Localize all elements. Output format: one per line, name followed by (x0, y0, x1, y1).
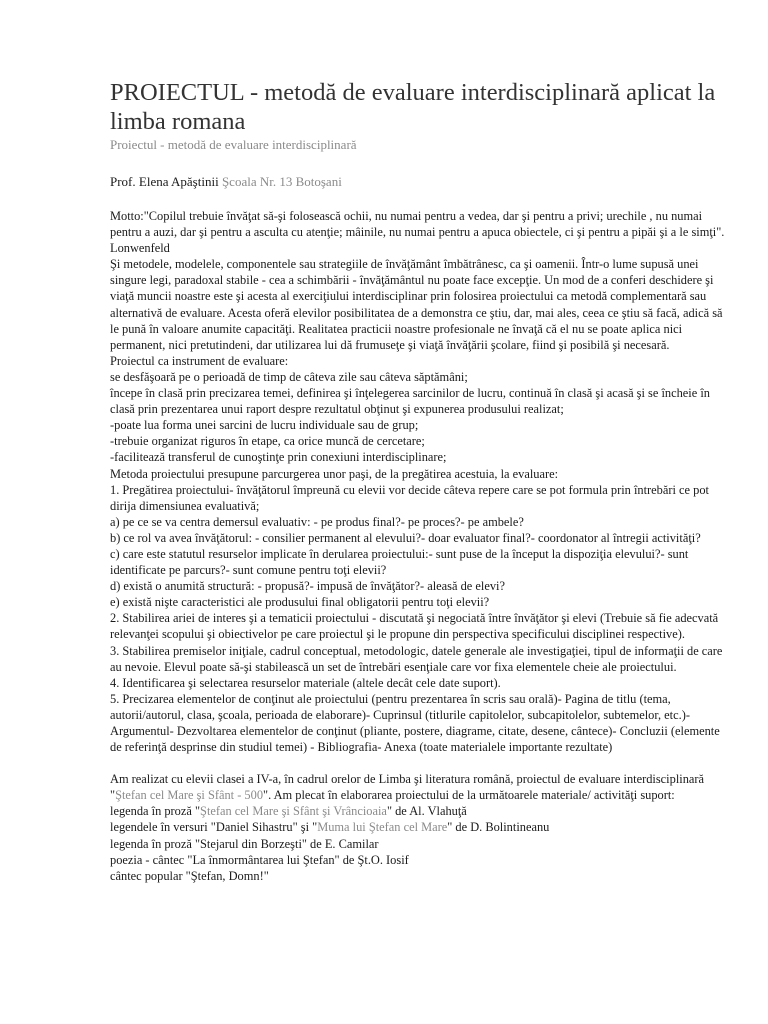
paragraph: -trebuie organizat riguros în etape, ca orice muncă de cercetare; (110, 434, 425, 449)
material-item (110, 819, 728, 835)
paragraph: Metoda proiectului presupune parcurgerea unor paşi, de la pregătirea acestuia, la evaluare: (110, 466, 559, 481)
text-run: Am realizat cu elevii clasei a IV-a, în cadrul orelor de Limba şi literatura română, proiectul de evaluare interdisciplinară " (110, 772, 705, 803)
material-item (110, 803, 728, 819)
paragraph: începe în clasă prin precizarea temei, definirea şi înţelegerea sarcinilor de lucru, continuă în clasă şi acasă şi se încheie în clasă prin prezentarea unui raport despre rezultatul obţinut şi expunerea produsului realizat; (110, 386, 710, 417)
paragraph: 3. Stabilirea premiselor iniţiale, cadrul conceptual, metodologic, datele generale ale investigaţiei, tipul de informaţii de care au nevoie. Elevul poate să-şi stabilească un set de întrebări esenţiale care vor fixa elementele cheie ale proiectului. (110, 643, 723, 674)
paragraph: 1. Pregătirea proiectului- învăţătorul împreună cu elevii vor decide câteva repere care se pot formula prin întrebări ce pot dirija dimensiunea evaluativă; (110, 482, 709, 513)
legend-link-vrancioaia[interactable]: Ştefan cel Mare şi Sfânt şi Vrâncioaia (200, 804, 387, 819)
paragraph: 2. Stabilirea ariei de interes şi a tematicii proiectului - discutată şi negociată între învăţător şi elevi (Trebuie să fie adecvată relevanţei scopului şi obiectivelor pe care proiectul şi le propune din perspectiva specificului disciplinei respective). (110, 611, 719, 642)
paragraph: a) pe ce se va centra demersul evaluativ: - pe produs final?- pe proces?- pe ambele? (110, 514, 524, 529)
page-subtitle: Proiectul - metodă de evaluare interdisciplinară (110, 137, 357, 152)
material-item: poezia - cântec "La înmormântarea lui Ştefan" de Şt.O. Iosif (110, 852, 409, 867)
article-body (110, 208, 728, 884)
closing-paragraph (110, 771, 728, 803)
paragraph: e) există nişte caracteristici ale produsului final obligatorii pentru toţi elevii? (110, 595, 490, 610)
paragraph: c) care este statutul resurselor implicate în derularea proiectului:- sunt puse de la început la dispoziţia elevului?- sunt identificate pe parcurs?- sunt comune pentru toţi elevii? (110, 546, 689, 578)
material-item: legenda în proză "Stejarul din Borzeşti" de E. Camilar (110, 836, 379, 851)
text-run: ". Am plecat în elaborarea proiectului de la următoarele materiale/ activităţi suport: (263, 788, 675, 803)
paragraph: Motto:"Copilul trebuie învăţat să-şi folosească ochii, nu numai pentru a vedea, dar şi pentru a privi; urechile , nu numai pentru a auzi, dar şi pentru a asculta cu atenţie; mâinile, nu numai pentru a apuca obiectele, ci şi pentru a pipăi şi a le simţi". Lonwenfeld (110, 209, 725, 256)
page-title: PROIECTUL - metodă de evaluare interdisciplinară aplicat la limba romana (110, 79, 716, 135)
paragraph: -poate lua forma unei sarcini de lucru individuale sau de grup; (110, 418, 419, 433)
material-item: cântec popular "Ştefan, Domn!" (110, 868, 269, 883)
author-name: Prof. Elena Apăştinii (110, 174, 222, 189)
project-title-link[interactable]: Ştefan cel Mare şi Sfânt - 500 (115, 788, 264, 803)
paragraph: Proiectul ca instrument de evaluare: (110, 353, 289, 368)
text-run: " de Al. Vlahuţă (386, 804, 467, 819)
paragraph: se desfăşoară pe o perioadă de timp de câteva zile sau câteva săptămâni; (110, 369, 468, 384)
paragraph: b) ce rol va avea învăţătorul: - consilier permanent al elevului?- doar evaluator final?- coordonator al întregii activităţi? (110, 530, 701, 545)
paragraph-gap (110, 755, 728, 771)
paragraph: d) există o anumită structură: - propusă?- impusă de învăţător?- aleasă de elevi? (110, 579, 505, 594)
paragraph: -facilitează transferul de cunoştinţe prin conexiuni interdisciplinare; (110, 450, 447, 465)
text-run: legendele în versuri "Daniel Sihastru" şi " (110, 820, 318, 835)
author-line (110, 174, 728, 190)
paragraph: Şi metodele, modelele, componentele sau strategiile de învăţământ îmbătrânesc, ca şi oamenii. Într-o lume supusă unei singure legi, paradoxal stabile - cea a schimbării - învăţământul nu poate face excepţie. Un mod de a conferi deschidere şi viaţă muncii noastre este şi acesta al exerciţiului interdisciplinar prin folosirea proiectului ca metodă complementară sau alternativă de evaluare. Acesta oferă elevilor posibilitatea de a demonstra ce ştiu, dar, mai ales, ceea ce ştiu să facă, adică să le pună în valoare anumite capacităţi. Realitatea practicii noastre profesionale ne învaţă că el nu se poate aplica nici permanent, nici pretutindeni, dar utilizarea lui dă frumuseţe şi viaţă învăţării şcolare, fiind şi posibilă şi necesară. (110, 257, 723, 352)
text-run: " de D. Bolintineanu (447, 820, 550, 835)
paragraph: 4. Identificarea şi selectarea resurselor materiale (altele decât cele date suport). (110, 675, 501, 690)
school-link[interactable]: Şcoala Nr. 13 Botoşani (221, 174, 342, 189)
text-run: legenda în proză " (110, 804, 201, 819)
paragraph: 5. Precizarea elementelor de conţinut ale proiectului (pentru prezentarea în scris sau orală)- Pagina de titlu (tema, autorii/autorul, clasa, şcoala, perioada de elaborare)- Cuprinsul (titlurile capitolelor, subcapitolelor, subtemelor, etc.)- Argumentul- Dezvoltarea elementelor de conţinut (pliante, postere, diagrame, citate, desene, cântece)- Concluzii (elemente de referinţă desprinse din studiul temei) - Bibliografia- Anexa (toate materialele importante rezultate) (110, 691, 720, 755)
legend-link-muma[interactable]: Muma lui Ştefan cel Mare (317, 820, 448, 835)
